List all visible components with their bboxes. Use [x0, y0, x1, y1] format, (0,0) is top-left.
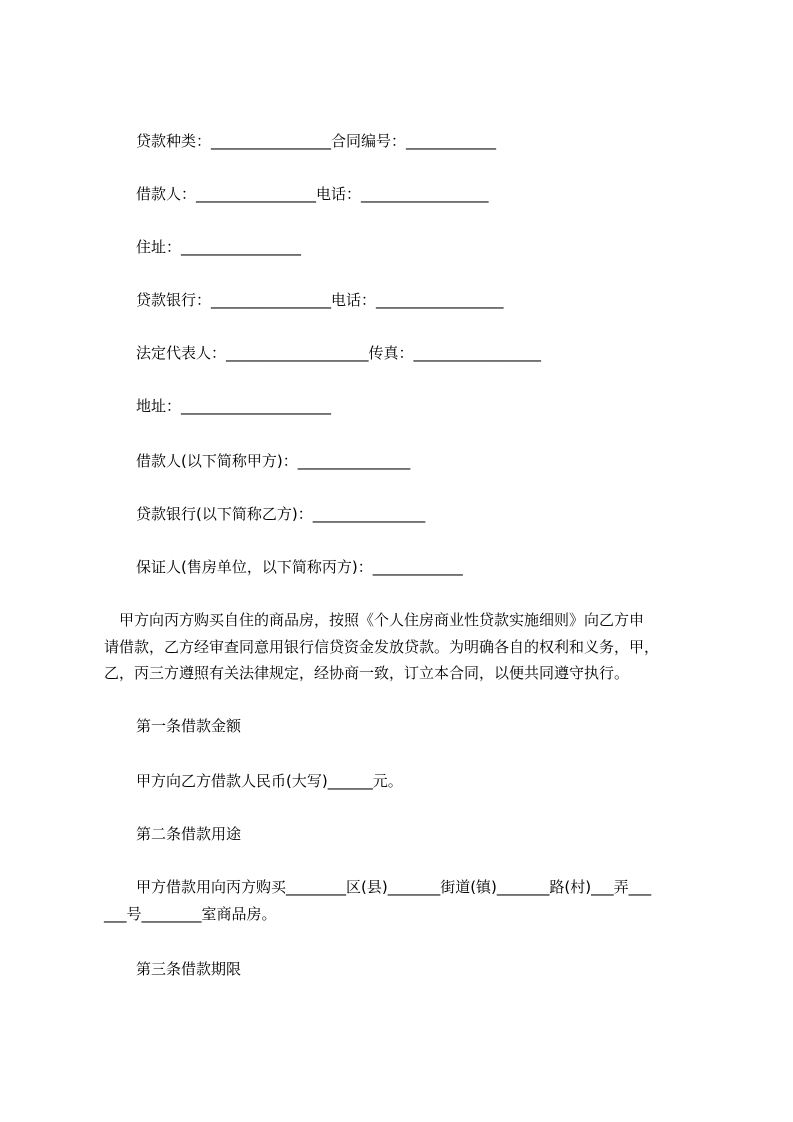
loan-type-contract-no-line: 贷款种类：________________合同编号：____________ [136, 132, 497, 150]
party-c-line: 保证人(售房单位，以下简称丙方)：____________ [136, 558, 463, 576]
legal-rep-fax-line: 法定代表人：___________________传真：_________________ [136, 344, 542, 362]
lending-bank-phone-line: 贷款银行：________________电话：_________________ [136, 291, 504, 309]
article-2-body-line-1: 甲方借款用向丙方购买________区(县)_______街道(镇)_______路(村)___弄___ [136, 878, 652, 896]
article-1-title: 第一条借款金额 [136, 717, 242, 735]
article-2-body-line-2: ___号________室商品房。 [104, 905, 277, 923]
article-3-title: 第三条借款期限 [136, 960, 242, 978]
bank-address-line: 地址：____________________ [136, 397, 332, 415]
address-line: 住址：________________ [136, 238, 302, 256]
borrower-phone-line: 借款人：________________电话：_________________ [136, 185, 489, 203]
article-2-title: 第二条借款用途 [136, 825, 242, 843]
party-b-line: 贷款银行(以下简称乙方)：_______________ [136, 505, 426, 523]
article-1-body: 甲方向乙方借款人民币(大写)______元。 [136, 772, 403, 790]
preamble-line-2: 请借款，乙方经审查同意用银行信贷资金发放贷款。为明确各自的权利和义务，甲， [104, 638, 660, 656]
preamble-line-3: 乙，丙三方遵照有关法律规定，经协商一致，订立本合同，以便共同遵守执行。 [104, 664, 630, 682]
party-a-line: 借款人(以下简称甲方)：_______________ [136, 452, 411, 470]
preamble-line-1: 甲方向丙方购买自住的商品房，按照《个人住房商业性贷款实施细则》向乙方申 [104, 611, 645, 629]
